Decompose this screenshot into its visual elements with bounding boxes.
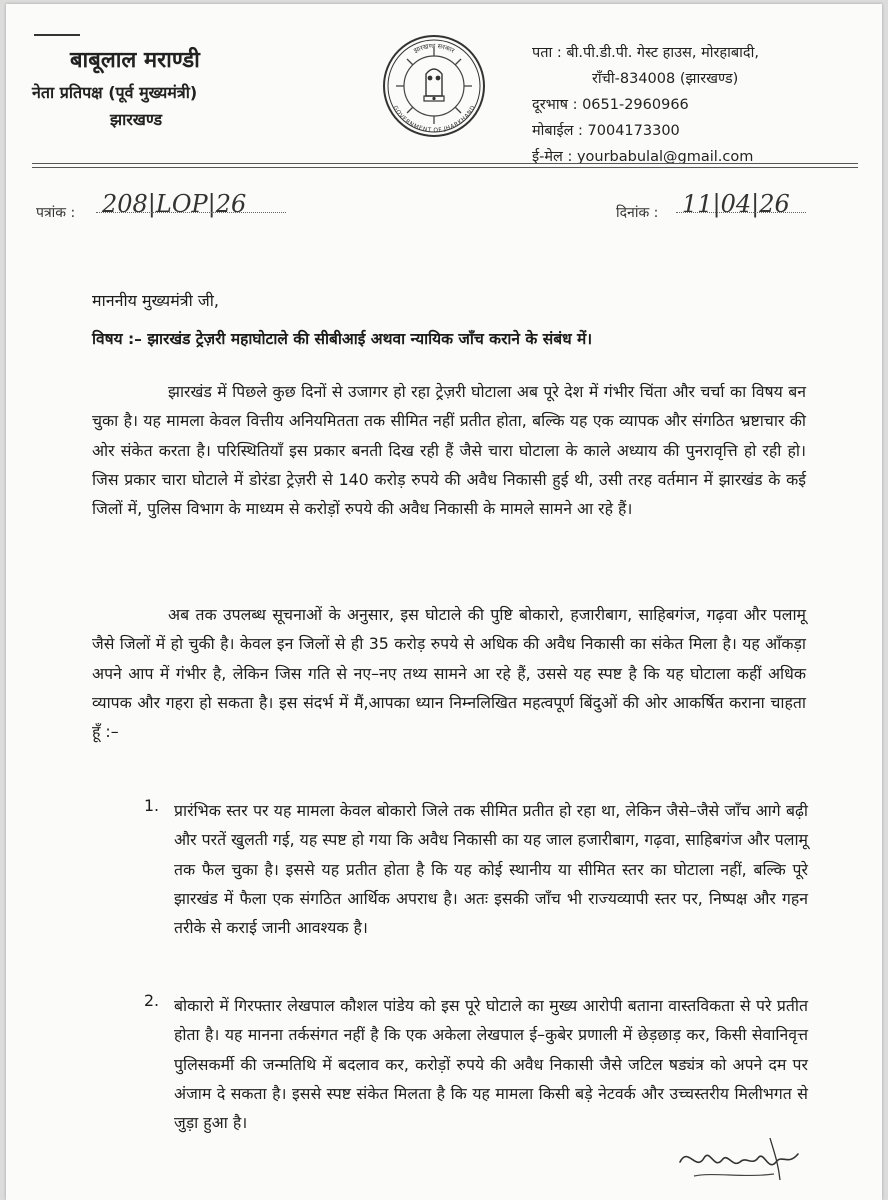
address-line-2: राँची-834008 (झारखण्ड) (592, 71, 739, 87)
government-seal-icon (382, 34, 486, 138)
salutation: माननीय मुख्यमंत्री जी, (92, 291, 219, 310)
sender-state: झारखण्ड (110, 110, 163, 129)
signature-icon (674, 1132, 804, 1192)
sender-designation: नेता प्रतिपक्ष (पूर्व मुख्यमंत्री) (32, 83, 198, 102)
contact-block (532, 40, 759, 170)
point-number: 1. (144, 796, 160, 815)
reference-label: पत्रांक : (36, 205, 76, 221)
header-divider (32, 163, 858, 164)
mobile-line: मोबाईल : 7004173300 (532, 123, 680, 139)
reference-number: 208|LOP|26 (102, 190, 247, 218)
reference-dotted-line (96, 212, 286, 213)
point-text: बोकारो में गिरफ्तार लेखपाल कौशल पांडेय को इस पूरे घोटाले का मुख्य आरोपी बताना वास्तविकता से परे प्रतीत होता है। यह मानना तर्कसंगत नहीं है कि एक अकेला लेखपाल ई–कुबेर प्रणाली में छेड़छाड़ कर, किसी सेवानिवृत्त पुलिसकर्मी की जन्मतिथि में बदलाव कर, करोड़ों रुपये की अवैध निकासी जैसे जटिल षड्यंत्र को अपने दम पर अंजाम दे सकता है। इससे स्पष्ट संकेत मिलता है कि यह मामला किसी बड़े नेटवर्क और उच्चस्तरीय मिलीभगत से जुड़ा हुआ है। (174, 996, 808, 1133)
sender-name: बाबूलाल मराण्डी (70, 48, 200, 73)
body-paragraph-2: अब तक उपलब्ध सूचनाओं के अनुसार, इस घोटाले की पुष्टि बोकारो, हजारीबाग, साहिबगंज, गढ़वा और पलामू जैसे जिलों में हो चुकी है। केवल इन जिलों से ही 35 करोड़ रुपये से अधिक की अवैध निकासी का संकेत मिला है। यह आँकड़ा अपने आप में गंभीर है, लेकिन जिस गति से नए–नए तथ्य सामने आ रहे हैं, उससे यह स्पष्ट है कि यह घोटाला कहीं अधिक व्यापक और गहरा हो सकता है। इस संदर्भ में मैं,आपका ध्यान निम्नलिखित महत्वपूर्ण बिंदुओं की ओर आकर्षित कराना चाहता हूँ :– (92, 605, 806, 742)
address-line-1: पता : बी.पी.डी.पी. गेस्ट हाउस, मोरहाबादी, (532, 45, 759, 61)
letter-page (6, 4, 882, 1200)
date-value: 11|04|26 (682, 190, 790, 218)
header-divider-second (32, 167, 858, 168)
seal-text-bottom: GOVERNMENT OF JHARKHAND (391, 104, 477, 135)
body-paragraph-1: झारखंड में पिछले कुछ दिनों से उजागर हो रहा ट्रेज़री घोटाला अब पूरे देश में गंभीर चिंता और चर्चा का विषय बन चुका है। यह मामला केवल वित्तीय अनियमितता तक सीमित नहीं प्रतीत होता, बल्कि यह एक व्यापक और संगठित भ्रष्टाचार की ओर संकेत करता है। परिस्थितियाँ इस प्रकार बनती दिख रही हैं जैसे चारा घोटाला के काले अध्याय की पुनरावृत्ति हो रही हो। जिस प्रकार चारा घोटाले में डोरंडा ट्रेज़री से 140 करोड़ रुपये की अवैध निकासी हुई थी, उसी तरह वर्तमान में झारखंड के कई जिलों में, पुलिस विभाग के माध्यम से करोड़ों रुपये की अवैध निकासी के मामले सामने आ रहे हैं। (92, 382, 806, 519)
point-text: प्रारंभिक स्तर पर यह मामला केवल बोकारो जिले तक सीमित प्रतीत हो रहा था, लेकिन जैसे–जैसे जाँच आगे बढ़ी और परतें खुलती गई, यह स्पष्ट हो गया कि अवैध निकासी का यह जाल हजारीबाग, गढ़वा, साहिबगंज और पलामू तक फैल चुका है। इससे यह प्रतीत होता है कि यह कोई स्थानीय या सीमित स्तर का घोटाला नहीं, बल्कि पूरे झारखंड में फैला एक संगठित आर्थिक अपराध है। अतः इसकी जाँच भी राज्यव्यापी स्तर पर, निष्पक्ष और गहन तरीके से कराई जानी आवश्यक है। (174, 801, 808, 938)
email-line: ई-मेल : yourbabulal@gmail.com (532, 149, 754, 165)
date-dotted-line (676, 212, 806, 213)
seal-text-top: झारखण्ड सरकार (412, 41, 456, 55)
top-rule (34, 34, 80, 36)
subject-line: विषय :– झारखंड ट्रेज़री महाघोटाले की सीबीआई अथवा न्यायिक जाँच कराने के संबंध में। (92, 330, 593, 348)
date-label: दिनांक : (616, 205, 659, 221)
phone-line: दूरभाष : 0651-2960966 (532, 97, 689, 113)
point-number: 2. (144, 991, 160, 1010)
